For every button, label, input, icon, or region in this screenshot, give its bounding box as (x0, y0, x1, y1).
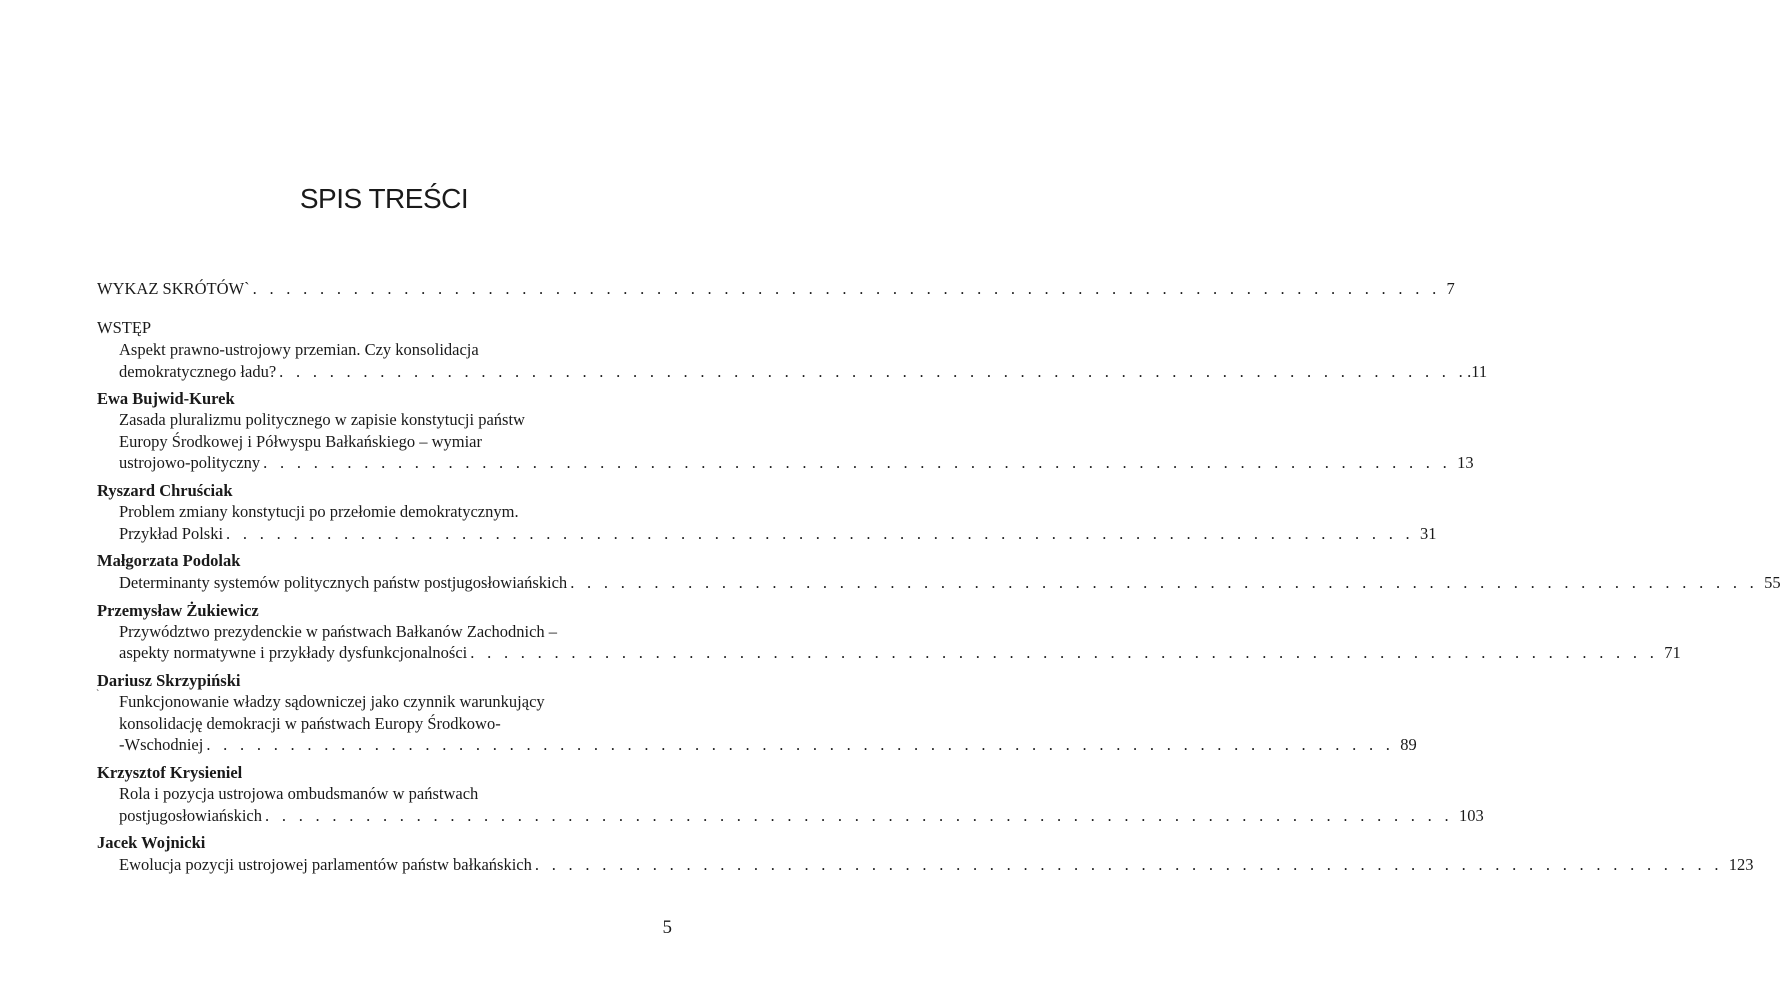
entry-title: Przywództwo prezydenckie w państwach Bałkanów Zachodnich – (119, 622, 558, 641)
dot-leader: . . . . . . . . . . . . . . . . . . . . . . . . . . . . . . . . . . . . . . . . . . . . . . . . . . . . . . . . . . . . . . . . . . . . . . . (470, 643, 1659, 662)
entry-title: Problem zmiany konstytucji po przełomie demokratycznym. (119, 502, 519, 521)
toc-entry-1[interactable] (119, 452, 1474, 474)
toc-entry-2[interactable] (119, 523, 1437, 545)
toc-entry-abbreviations[interactable] (97, 278, 1455, 300)
entry-title: -Wschodniej (119, 735, 204, 754)
author-name: Ewa Bujwid-Kurek (97, 389, 235, 408)
author-name: Ryszard Chruściak (97, 481, 233, 500)
entry-title: postjugosłowiańskich (119, 806, 262, 825)
page-number: 89 (1400, 735, 1417, 754)
page-number: 71 (1664, 643, 1681, 662)
page-number: 55 (1764, 573, 1781, 592)
toc-entry-3[interactable] (119, 572, 1781, 594)
page-number: 123 (1728, 855, 1754, 874)
toc-entry-4[interactable] (119, 642, 1681, 664)
page-number: .11 (1467, 362, 1488, 381)
page-number: 103 (1458, 806, 1484, 825)
entry-title: demokratycznego ładu? (119, 362, 277, 381)
entry-title: Determinanty systemów politycznych państw postjugosłowiańskich (119, 573, 568, 592)
author-name: Krzysztof Krysieniel (97, 763, 243, 782)
page-title: SPIS TREŚCI (299, 183, 469, 214)
entry-title: konsolidację demokracji w państwach Europy Środkowo- (119, 714, 501, 733)
dot-leader: . . . . . . . . . . . . . . . . . . . . . . . . . . . . . . . . . . . . . . . . . . . . . . . . . . . . . . . . . . . . . . . . . . . . . . . (279, 362, 1468, 381)
dot-leader: . . . . . . . . . . . . . . . . . . . . . . . . . . . . . . . . . . . . . . . . . . . . . . . . . . . . . . . . . . . . . . . . . . . . . . . (252, 279, 1441, 298)
dot-leader: . . . . . . . . . . . . . . . . . . . . . . . . . . . . . . . . . . . . . . . . . . . . . . . . . . . . . . . . . . . . . . . . . . . . . . . (265, 806, 1453, 825)
dot-leader: . . . . . . . . . . . . . . . . . . . . . . . . . . . . . . . . . . . . . . . . . . . . . . . . . . . . . . . . . . . . . . . . . . . . . . . (534, 855, 1723, 874)
entry-title: Aspekt prawno-ustrojowy przemian. Czy konsolidacja (119, 340, 479, 359)
page-number: 7 (1446, 279, 1455, 298)
author-name: Przemysław Żukiewicz (97, 601, 259, 620)
entry-title: aspekty normatywne i przykłady dysfunkcjonalności (119, 643, 468, 662)
dot-leader: . . . . . . . . . . . . . . . . . . . . . . . . . . . . . . . . . . . . . . . . . . . . . . . . . . . . . . . . . . . . . . . . . . . . . . . (263, 453, 1452, 472)
entry-title: Zasada pluralizmu politycznego w zapisie konstytucji państw (119, 410, 525, 429)
toc-entry-5[interactable] (119, 734, 1417, 756)
table-of-contents (97, 0, 1781, 994)
author-name: Małgorzata Podolak (97, 551, 241, 570)
page-number: 13 (1457, 453, 1474, 472)
entry-title: Przykład Polski (119, 524, 224, 543)
page-number: 31 (1419, 524, 1437, 543)
entry-title: Funkcjonowanie władzy sądowniczej jako czynnik warunkujący (119, 692, 545, 711)
entry-title: Ewolucja pozycji ustrojowej parlamentów państw bałkańskich (119, 855, 532, 874)
entry-title: WYKAZ SKRÓTÓW` (97, 279, 250, 298)
entry-title: Rola i pozycja ustrojowa ombudsmanów w państwach (119, 784, 479, 803)
entry-title: Europy Środkowej i Półwyspu Bałkańskiego – wymiar (119, 432, 482, 451)
dot-leader: . . . . . . . . . . . . . . . . . . . . . . . . . . . . . . . . . . . . . . . . . . . . . . . . . . . . . . . . . . . . . . . . . . . . . . . (206, 735, 1395, 754)
stray-mark: ` (96, 689, 100, 700)
toc-entry-7[interactable] (119, 854, 1754, 876)
dot-leader: . . . . . . . . . . . . . . . . . . . . . . . . . . . . . . . . . . . . . . . . . . . . . . . . . . . . . . . . . . . . . . . . . . . . . . . (570, 573, 1759, 592)
dot-leader: . . . . . . . . . . . . . . . . . . . . . . . . . . . . . . . . . . . . . . . . . . . . . . . . . . . . . . . . . . . . . . . . . . . . . . . (226, 524, 1414, 543)
author-name: Jacek Wojnicki (97, 833, 206, 852)
entry-title: ustrojowo-polityczny (119, 453, 261, 472)
toc-entry-intro[interactable] (119, 361, 1488, 383)
page-folio: 5 (662, 917, 672, 938)
toc-entry-6[interactable] (119, 805, 1484, 827)
author-name: Dariusz Skrzypiński (97, 671, 241, 690)
section-heading-intro: WSTĘP (97, 318, 152, 337)
